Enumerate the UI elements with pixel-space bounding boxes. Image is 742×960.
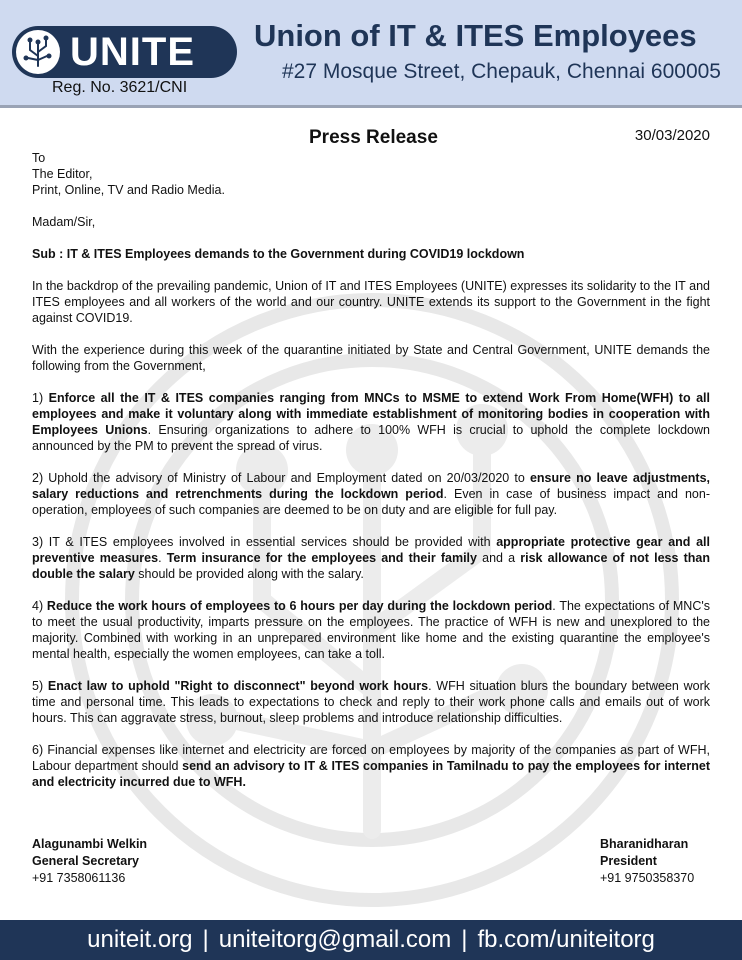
signatory-general-secretary — [32, 836, 147, 887]
circuit-tree-icon — [16, 30, 60, 74]
demand-item-5: 5) Enact law to uphold "Right to disconnect" beyond work hours. WFH situation blurs the boundary between work time and personal time. This leads to expectations to check and reply to their work phone calls and emails out of work hours. This can aggravate stress, burnout, sleep problems and introduce relationship difficulties. — [32, 679, 710, 725]
recipient-line: The Editor, — [32, 167, 93, 181]
subject-line: Sub : IT & ITES Employees demands to the Government during COVID19 lockdown — [32, 247, 525, 261]
signatory-president — [600, 836, 694, 887]
facebook-link[interactable]: fb.com/uniteitorg — [477, 926, 655, 953]
lead-in-paragraph: With the experience during this week of the quarantine initiated by State and Central Government, UNITE demands the following from the Government, — [32, 343, 710, 373]
organization-name: Union of IT & ITES Employees — [254, 18, 697, 53]
document-title: Press Release — [309, 127, 438, 148]
email-link[interactable]: uniteitorg@gmail.com — [218, 926, 452, 953]
press-release-body — [32, 124, 710, 790]
salutation: Madam/Sir, — [32, 215, 96, 229]
signatory-role: General Secretary — [32, 854, 140, 868]
unite-logo — [12, 26, 237, 78]
registration-number: Reg. No. 3621/CNI — [52, 79, 188, 96]
recipient-line: Print, Online, TV and Radio Media. — [32, 183, 225, 197]
signatory-role: President — [600, 854, 657, 868]
demand-item-1: 1) Enforce all the IT & ITES companies ranging from MNCs to MSME to extend Work From Home(WFH) to all employees and make it voluntary along with immediate establishment of monitoring bodies in cooperation with Employees Unions. Ensuring organizations to adhere to 100% WFH is crucial to uphold the complete lockdown announced by the PM to prevent the spread of virus. — [32, 391, 710, 453]
footer-separator: | — [202, 926, 209, 953]
recipient-line: To — [32, 151, 46, 165]
letterhead-header — [0, 0, 742, 108]
intro-paragraph: In the backdrop of the prevailing pandemic, Union of IT and ITES Employees (UNITE) expresses its solidarity to the IT and ITES employees and all workers of the world and our country. UNITE extends its support to the Government in the fight against COVID19. — [32, 279, 710, 325]
signatory-phone: +91 7358061136 — [32, 871, 126, 885]
title-row — [32, 124, 710, 150]
footer-separator: | — [461, 926, 468, 953]
signatory-name: Alagunambi Welkin — [32, 837, 148, 851]
contact-footer — [0, 920, 742, 960]
logo-text: UNITE — [70, 30, 195, 74]
demand-item-2: 2) Uphold the advisory of Ministry of Labour and Employment dated on 20/03/2020 to ensure no leave adjustments, salary reductions and retrenchments during the lockdown period. Even in case of business impact and non-operation, employees of such companies are deemed to be on duty and are eligible for full pay. — [32, 471, 711, 517]
signatory-name: Bharanidharan — [600, 837, 689, 851]
demand-item-4: 4) Reduce the work hours of employees to 6 hours per day during the lockdown period. The expectations of MNC's to meet the usual productivity, imparts pressure on the employees. The practice of WFH is new and unexplored to the majority. Combined with working in an unprepared environment like home and the existing quarantine the employee's mental health, especially the women employees, can take a toll. — [32, 599, 710, 661]
demand-item-6: 6) Financial expenses like internet and electricity are forced on employees by majority of the companies as part of WFH, Labour department should send an advisory to IT & ITES companies in Tamilnadu to pay the employees for internet and electricity incurred due to WFH. — [32, 743, 710, 789]
demand-item-3: 3) IT & ITES employees involved in essential services should be provided with appropriate protective gear and all preventive measures. Term insurance for the employees and their family and a risk allowance of not less than double the salary should be provided along with the salary. — [32, 535, 711, 581]
signatory-phone: +91 9750358370 — [600, 871, 695, 885]
document-date: 30/03/2020 — [634, 127, 710, 144]
demand-list — [32, 374, 710, 790]
organization-address: #27 Mosque Street, Chepauk, Chennai 600005 — [282, 60, 721, 83]
website-link[interactable]: uniteit.org — [87, 926, 193, 953]
